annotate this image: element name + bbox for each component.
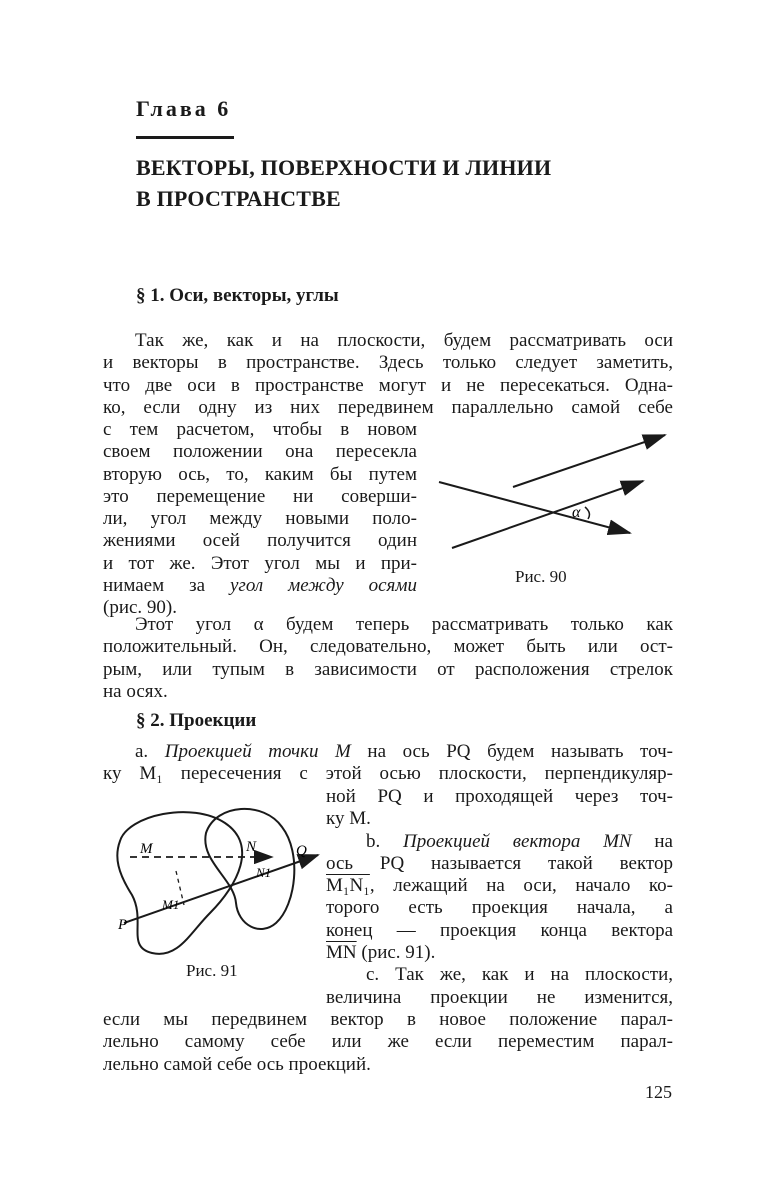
text-line: с. Так же, как и на плоскости, — [366, 964, 673, 986]
chapter-rule — [136, 136, 234, 139]
text-line: это перемещение ни соверши- — [103, 485, 417, 507]
plane-left — [117, 812, 242, 954]
term-point-projection: Проекцией точки M — [164, 741, 351, 762]
text-line: на осях. — [103, 680, 168, 702]
chapter-title-line1: ВЕКТОРЫ, ПОВЕРХНОСТИ И ЛИНИИ — [136, 155, 552, 180]
vector-m1n1: M₁N₁ — [326, 875, 370, 897]
text-span: , лежащий на оси, начало ко- — [369, 875, 673, 897]
text-line: и векторы в пространстве. Здесь только следует заметить, — [103, 352, 673, 374]
section2-wrapped-text — [326, 786, 673, 1009]
text-line: жениями осей получится один — [103, 530, 417, 552]
term-vector-projection: Проекцией вектора MN — [403, 830, 632, 852]
section1-paragraph1 — [103, 330, 673, 419]
label-p: P — [118, 917, 128, 933]
axis-upper — [513, 435, 665, 487]
text-line: ось PQ называется такой вектор — [326, 852, 673, 874]
section1-wrapped-text — [103, 419, 417, 620]
text-line: лельно самому себе или же если переместим парал- — [103, 1031, 673, 1053]
text-line: конец — проекция конца вектора — [326, 919, 673, 941]
text-span: на — [654, 830, 673, 852]
figure-90-caption: Рис. 90 — [515, 567, 567, 586]
section2-item-a — [103, 741, 673, 786]
text-span: (рис. 91). — [356, 942, 436, 964]
chapter-label: Глава 6 — [136, 96, 232, 121]
vector-mn: $\overline{MN}$ — [326, 942, 357, 964]
text-line: лельно самой себе ось проекций. — [103, 1053, 371, 1075]
section1-paragraph2 — [103, 614, 673, 703]
text-line: если мы передвинем вектор в новое положение парал- — [103, 1009, 673, 1030]
text-line: с тем расчетом, чтобы в новом — [103, 419, 417, 440]
text-line: положительный. Он, следовательно, может быть или ост- — [103, 636, 673, 658]
text-line: вторую ось, то, каким бы путем — [103, 463, 417, 485]
text-line — [103, 575, 417, 597]
chapter-title-line2: В ПРОСТРАНСТВЕ — [136, 186, 341, 211]
text-line — [326, 831, 673, 853]
text-line: ли, угол между новыми поло- — [103, 508, 417, 530]
text-line: ко, если одну из них передвинем параллельно самой себе — [103, 396, 673, 418]
page-number: 125 — [645, 1082, 672, 1102]
angle-arc — [585, 507, 589, 519]
text-line: и тот же. Этот угол мы и при- — [103, 552, 417, 574]
section2-heading: § 2. Проекции — [136, 710, 257, 731]
label-m: M — [140, 841, 153, 857]
label-q: Q — [296, 843, 307, 859]
chapter-title — [136, 152, 551, 214]
label-m1: M1 — [162, 897, 180, 912]
angle-alpha-label: α — [572, 504, 581, 521]
text-line — [103, 741, 673, 763]
label-n: N — [246, 839, 257, 855]
text-line: Этот угол α будем теперь рассматривать только как — [135, 614, 673, 635]
text-line: ку M₁ пересечения с этой осью плоскости, перпендикуляр- — [103, 763, 673, 785]
label-n1: N1 — [256, 865, 272, 880]
text-line: ной PQ и проходящей через точ- — [326, 786, 673, 807]
axis-crossing — [452, 481, 643, 548]
axis-lower — [439, 482, 630, 533]
figure-91 — [100, 793, 325, 963]
text-span: на ось PQ будем называть точ- — [367, 741, 674, 762]
section1-heading: § 1. Оси, векторы, углы — [136, 285, 339, 306]
text-line: ку M. — [326, 808, 371, 830]
text-line: величина проекции не изменится, — [326, 986, 673, 1008]
term-angle-between-axes: угол между осями — [229, 575, 417, 597]
text-line: своем положении она пересекла — [103, 441, 417, 463]
text-span: нимаем за — [103, 575, 206, 597]
text-line: рым, или тупым в зависимости от расположения стрелок — [103, 658, 673, 680]
item-marker: а. — [135, 741, 149, 762]
figure-90 — [425, 425, 675, 585]
text-line — [326, 942, 673, 964]
section2-item-c-continuation — [103, 1009, 673, 1076]
text-line: что две оси в пространстве могут и не пересекаться. Одна- — [103, 374, 673, 396]
text-line — [326, 875, 673, 897]
text-line: торого есть проекция начала, а — [326, 897, 673, 919]
axis-pq — [124, 855, 318, 923]
text-line: Так же, как и на плоскости, будем рассматривать оси — [135, 330, 673, 351]
item-marker: b. — [366, 830, 381, 852]
figure-91-caption: Рис. 91 — [186, 961, 238, 980]
text-line: (рис. 90). — [103, 597, 178, 619]
